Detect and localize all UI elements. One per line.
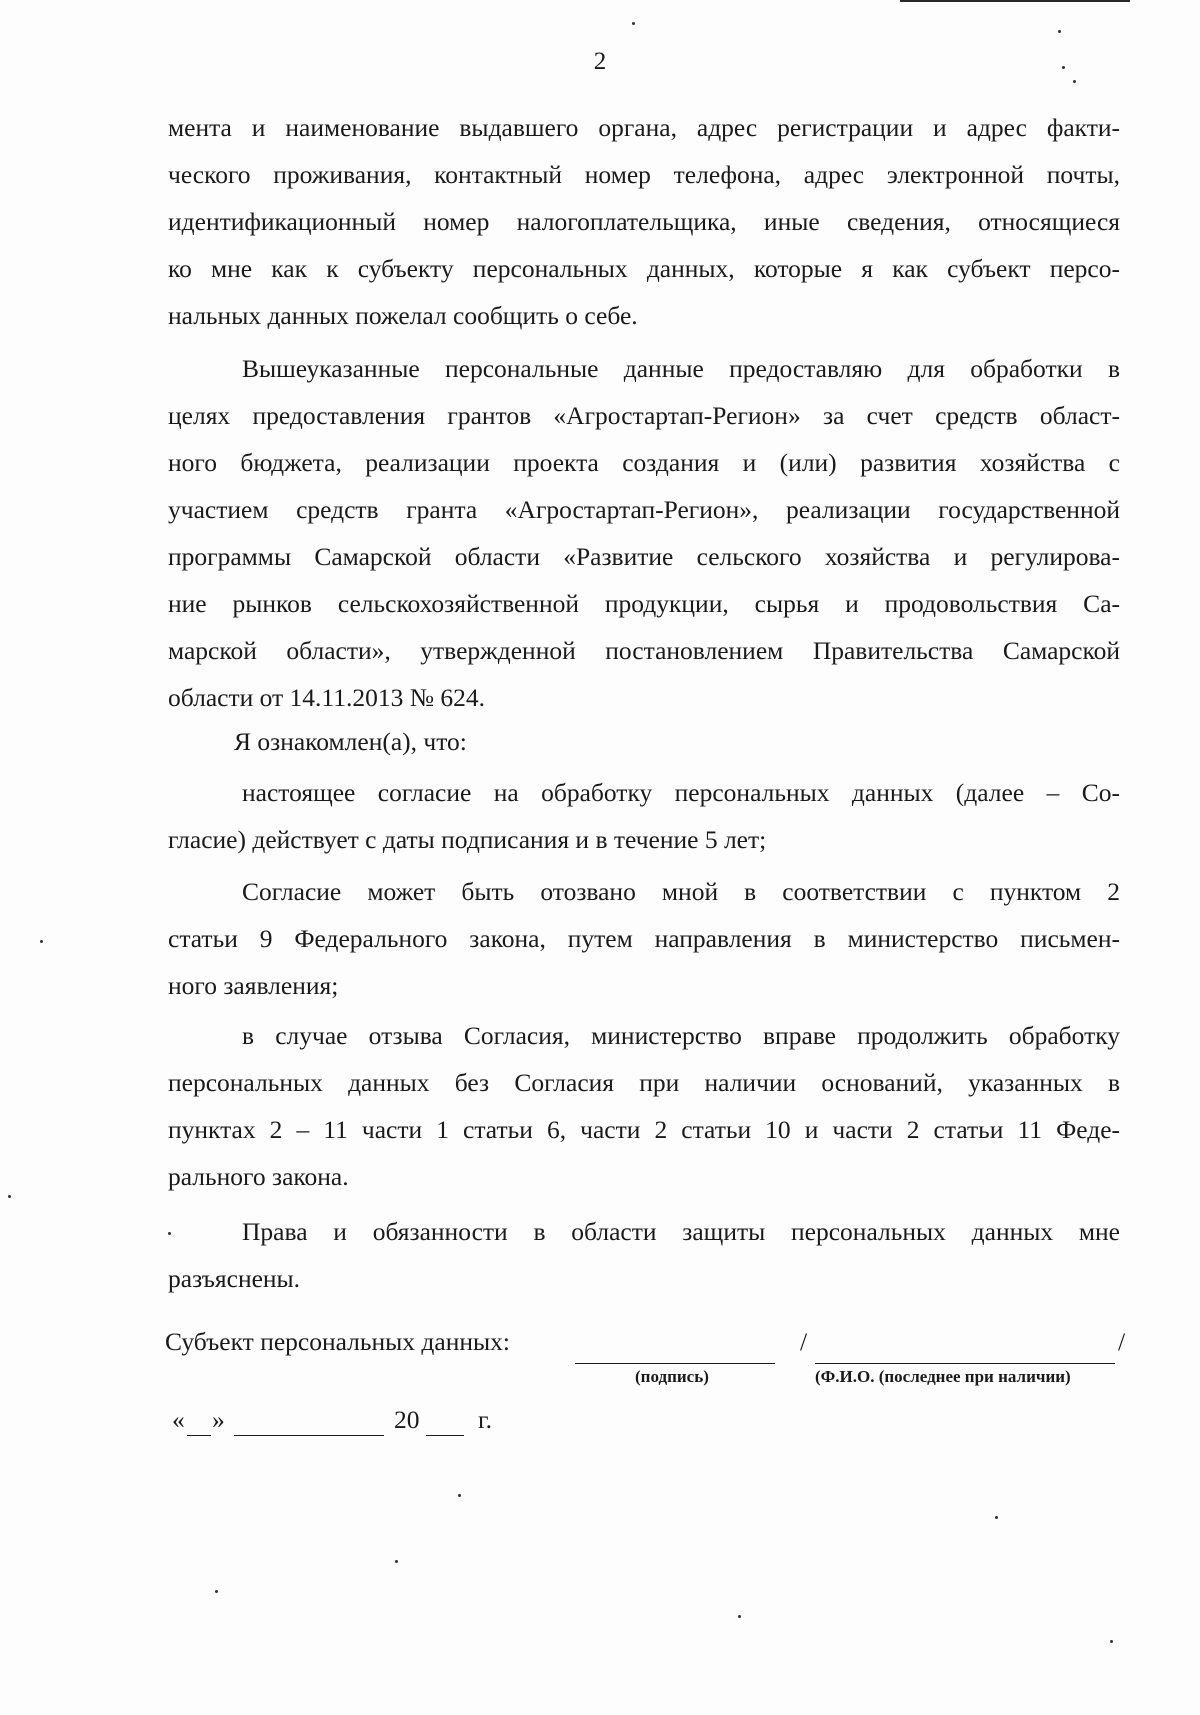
page-number: 2	[593, 48, 607, 75]
signature-label: Субъект персональных данных:	[165, 1327, 510, 1356]
text-line: персональных данных без Согласия при наличии оснований, указанных в	[168, 1068, 1120, 1097]
year-field[interactable]	[426, 1407, 464, 1436]
day-close-quote: »	[212, 1405, 225, 1434]
scan-speck	[40, 940, 43, 943]
scan-speck	[215, 1590, 218, 1593]
text-line: Вышеуказанные персональные данные предоставляю для обработки в	[242, 354, 1120, 383]
text-line: нальных данных пожелал сообщить о себе.	[168, 301, 638, 330]
text-line: области от 14.11.2013 № 624.	[168, 683, 486, 712]
text-line: ческого проживания, контактный номер телефона, адрес электронной почты,	[168, 160, 1120, 189]
scan-speck	[395, 1560, 398, 1563]
text-line: марской области», утвержденной постановлением Правительства Самарской	[168, 636, 1120, 665]
paragraph-acknowledgement	[234, 718, 1120, 765]
scan-edge-line	[900, 0, 1130, 2]
text-line: пунктах 2 – 11 части 1 статьи 6, части 2 статьи 10 и части 2 статьи 11 Феде-	[168, 1115, 1120, 1144]
paragraph-consent-withdrawal	[168, 868, 1120, 1009]
paragraph-purpose	[168, 345, 1120, 721]
signature-field[interactable]	[575, 1333, 775, 1364]
paragraph-processing-after-withdrawal	[168, 1012, 1120, 1200]
paragraph-consent-term	[168, 769, 1120, 863]
text-line: Я ознакомлен(а), что:	[234, 727, 467, 756]
day-open-quote: «	[172, 1405, 185, 1434]
text-line: гласие) действует с даты подписания и в течение 5 лет;	[168, 825, 767, 854]
year-prefix: 20	[394, 1405, 420, 1434]
text-line: в случае отзыва Согласия, министерство вправе продолжить обработку	[242, 1021, 1120, 1050]
text-line: Права и обязанности в области защиты персональных данных мне	[242, 1217, 1120, 1246]
scan-speck	[1058, 30, 1061, 33]
text-line: ние рынков сельскохозяйственной продукции, сырья и продовольствия Са-	[168, 589, 1120, 618]
signature-block	[165, 1327, 1145, 1386]
full-name-caption: (Ф.И.О. (последнее при наличии)	[815, 1367, 1071, 1386]
signature-caption: (подпись)	[635, 1367, 709, 1386]
text-line: целях предоставления грантов «Агростартап-Регион» за счет средств област-	[168, 401, 1120, 430]
scan-speck	[8, 1195, 11, 1198]
scan-speck	[1073, 80, 1076, 83]
paragraph-personal-data-list	[168, 104, 1120, 339]
text-line: разъяснены.	[168, 1264, 301, 1293]
text-line: статьи 9 Федерального закона, путем направления в министерство письмен-	[168, 924, 1120, 953]
slash-separator: /	[800, 1327, 808, 1356]
month-field[interactable]	[234, 1407, 384, 1436]
scan-speck	[738, 1615, 741, 1618]
text-line: ного заявления;	[168, 971, 339, 1000]
paragraph-rights-explained	[168, 1208, 1120, 1302]
text-line: Согласие может быть отозвано мной в соответствии с пунктом 2	[242, 877, 1120, 906]
year-suffix: г.	[478, 1405, 492, 1434]
scan-speck	[995, 1516, 998, 1519]
text-line: ко мне как к субъекту персональных данных, которые я как субъект персо-	[168, 254, 1120, 283]
text-line: рального закона.	[168, 1162, 349, 1191]
slash-separator: /	[1118, 1327, 1126, 1356]
text-line: настоящее согласие на обработку персональных данных (далее – Со-	[242, 778, 1120, 807]
text-line: идентификационный номер налогоплательщика, иные сведения, относящиеся	[168, 207, 1120, 236]
full-name-field[interactable]	[815, 1333, 1115, 1364]
day-field[interactable]	[187, 1407, 211, 1436]
scan-speck	[632, 22, 635, 25]
text-line: мента и наименование выдавшего органа, адрес регистрации и адрес факти-	[168, 113, 1120, 142]
scan-speck	[458, 1494, 461, 1497]
scan-speck	[1110, 1640, 1113, 1643]
text-line: участием средств гранта «Агростартап-Регион», реализации государственной	[168, 495, 1120, 524]
text-line: ного бюджета, реализации проекта создания и (или) развития хозяйства с	[168, 448, 1120, 477]
text-line: программы Самарской области «Развитие сельского хозяйства и регулирова-	[168, 542, 1120, 571]
